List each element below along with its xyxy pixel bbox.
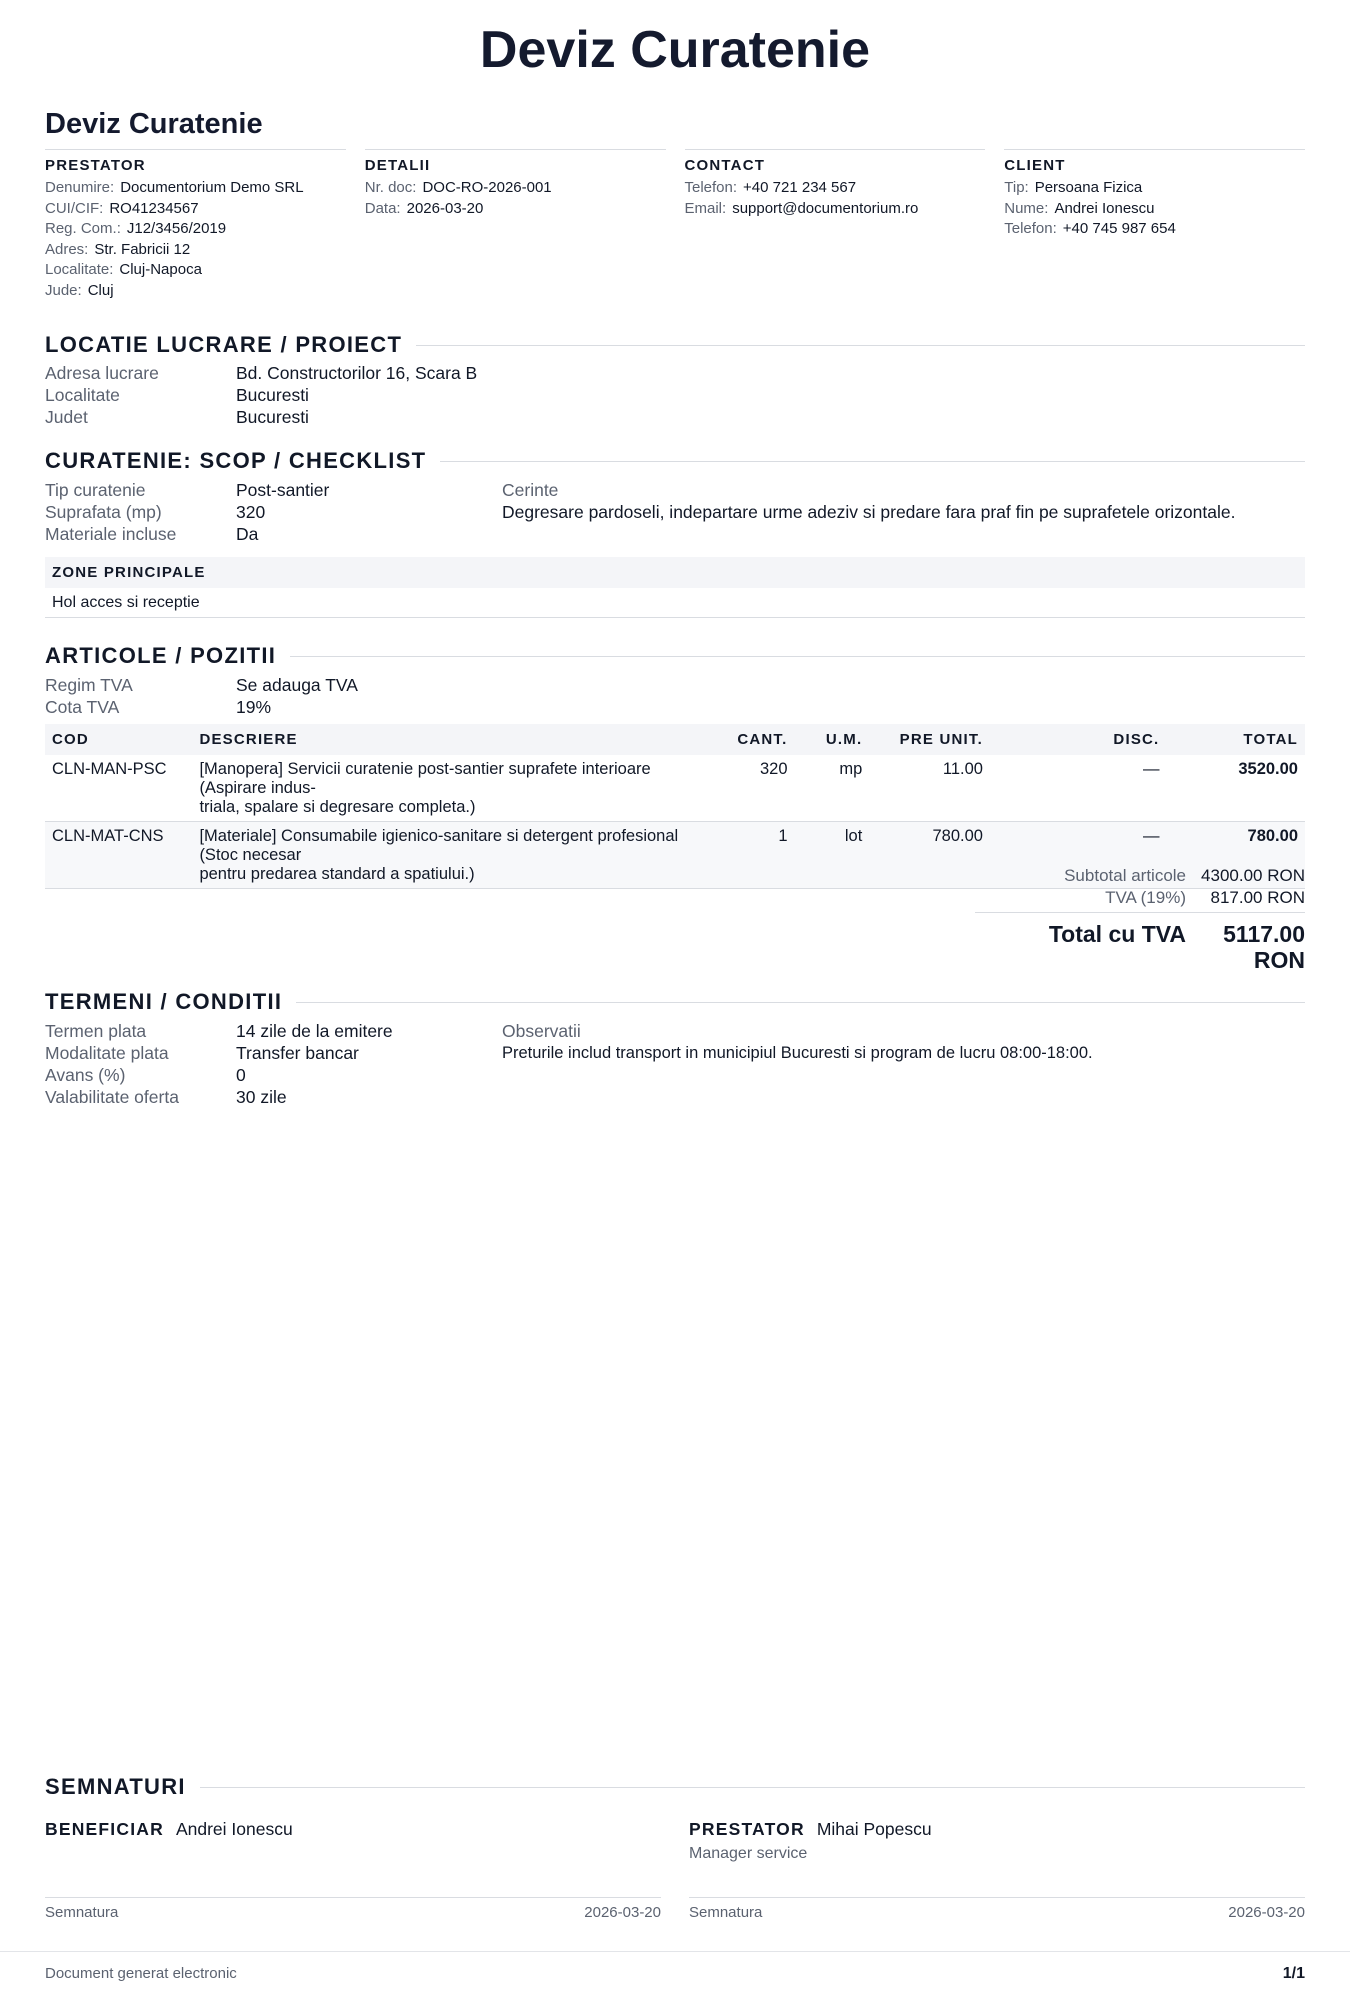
- requirements-value: Degresare pardoseli, indepartare urme adeziv si predare fara praf fin pe suprafetele orizontale.: [502, 502, 1236, 522]
- prestator-position: Manager service: [689, 1845, 808, 1862]
- observations-value: Preturile includ transport in municipiul Bucuresti si program de lucru 08:00-18:00.: [502, 1044, 1093, 1062]
- field-value: Andrei Ionescu: [1054, 199, 1155, 217]
- document-title: Deviz Curatenie: [479, 21, 871, 79]
- column-header-total: TOTAL: [1166, 724, 1305, 755]
- column-header-um: U.M.: [795, 724, 870, 755]
- work-city-row: [45, 384, 477, 406]
- footer-divider: [0, 1951, 1350, 1952]
- section-title: LOCATIE LUCRARE / PROIECT: [45, 332, 403, 357]
- field-label: Reg. Com.:: [45, 220, 121, 237]
- item-cod: CLN-MAT-CNS: [45, 822, 192, 889]
- divider: [200, 1787, 1305, 1788]
- field-value: Transfer bancar: [236, 1043, 359, 1063]
- item-total: 780.00: [1166, 822, 1305, 889]
- page-number: 1/1: [1282, 1965, 1305, 1982]
- payment-method-row: [45, 1042, 393, 1064]
- field-value: Str. Fabricii 12: [94, 240, 191, 258]
- column-header-cod: COD: [45, 724, 192, 755]
- field-label: Localitate:: [45, 261, 114, 278]
- subtotal-value: 4300.00 RON: [1201, 866, 1305, 885]
- field-label: Materiale incluse: [45, 524, 177, 544]
- field-value: Documentorium Demo SRL: [120, 179, 304, 196]
- item-disc: —: [1142, 760, 1160, 778]
- contact-email-row: [685, 199, 986, 220]
- field-label: Denumire:: [45, 179, 115, 196]
- vat-label: TVA (19%): [1105, 888, 1186, 907]
- zone-item: Hol acces si receptie: [45, 588, 1305, 618]
- field-label: Cota TVA: [45, 697, 120, 717]
- field-value: Cluj: [87, 281, 114, 299]
- advance-row: [45, 1064, 393, 1086]
- grand-total-currency: RON: [1253, 947, 1305, 973]
- party-grid: [45, 149, 1305, 301]
- table-header-row: [45, 724, 1305, 755]
- prestator-address-row: [45, 240, 346, 261]
- column-header-cant: CANT.: [713, 724, 795, 755]
- work-address-row: [45, 362, 477, 384]
- field-label: Nume:: [1004, 199, 1049, 217]
- doc-number-row: [365, 178, 666, 199]
- work-county-row: [45, 406, 477, 428]
- contact-heading: CONTACT: [684, 157, 766, 174]
- column-header-descriere: DESCRIERE: [192, 724, 713, 755]
- field-value: 14 zile de la emitere: [236, 1021, 393, 1041]
- column-header-disc: DISC.: [990, 724, 1166, 755]
- field-label: Avans (%): [45, 1065, 126, 1085]
- field-label: Valabilitate oferta: [45, 1087, 179, 1107]
- signature-date: 2026-03-20: [584, 1904, 661, 1921]
- item-pret: 780.00: [869, 822, 990, 889]
- footer-note: Document generat electronic: [45, 1965, 237, 1982]
- field-value: +40 721 234 567: [743, 179, 857, 196]
- location-fields: [45, 362, 477, 428]
- field-value: Da: [236, 524, 259, 544]
- scope-fields: [45, 479, 329, 545]
- client-heading: CLIENT: [1004, 157, 1066, 174]
- prestator-name-row: [45, 178, 346, 199]
- field-label: Regim TVA: [45, 675, 133, 695]
- doc-date-row: [365, 199, 666, 220]
- field-label: Adres:: [45, 240, 89, 258]
- vat-regime-row: [45, 674, 358, 696]
- field-value: Bd. Constructorilor 16, Scara B: [236, 363, 478, 383]
- table-row: [45, 755, 1305, 822]
- field-label: Telefon:: [1004, 220, 1057, 237]
- item-um: lot: [795, 822, 870, 889]
- payment-term-row: [45, 1020, 393, 1042]
- grand-total-amount: 5117.00: [1223, 921, 1305, 947]
- requirements-label: Cerinte: [502, 480, 559, 500]
- field-label: Tip curatenie: [45, 480, 146, 500]
- prestator-regcom-row: [45, 219, 346, 240]
- section-title: CURATENIE: SCOP / CHECKLIST: [45, 448, 427, 473]
- beneficiary-signature-footer: [45, 1904, 661, 1921]
- section-title: SEMNATURI: [45, 1774, 186, 1799]
- field-value: support@documentorium.ro: [732, 199, 919, 217]
- vat-rate-row: [45, 696, 358, 718]
- subtotal-row: [975, 865, 1305, 887]
- field-value: Bucuresti: [236, 407, 309, 427]
- field-value: Post-santier: [236, 480, 330, 500]
- grand-total-label: Total cu TVA: [1048, 921, 1186, 947]
- field-label: Termen plata: [45, 1021, 147, 1041]
- terms-fields: [45, 1020, 393, 1108]
- item-um: mp: [839, 760, 863, 778]
- item-disc: —: [990, 822, 1166, 889]
- item-descriere-line: pentru predarea standard a spatiului.): [199, 865, 475, 883]
- vat-row: [975, 887, 1305, 909]
- field-value: Bucuresti: [236, 385, 309, 405]
- field-label: Suprafata (mp): [45, 502, 162, 522]
- field-value: J12/3456/2019: [126, 220, 227, 237]
- field-label: Judet: [45, 407, 88, 427]
- document-subtitle: Deviz Curatenie: [45, 108, 263, 140]
- divider: [440, 461, 1305, 462]
- field-value: 2026-03-20: [406, 199, 484, 217]
- field-label: Data:: [364, 199, 401, 217]
- field-label: Email:: [684, 199, 727, 217]
- field-label: Adresa lucrare: [45, 363, 159, 383]
- scope-section-heading: [45, 448, 1305, 474]
- item-descriere-line: [Manopera] Servicii curatenie post-santier suprafete interioare (Aspirare indus-: [199, 760, 651, 797]
- signature-label: Semnatura: [45, 1904, 119, 1921]
- vat-fields: [45, 674, 358, 718]
- details-block: [365, 149, 666, 301]
- zones-table: [45, 557, 1305, 618]
- column-header-pret: PRE UNIT.: [869, 724, 990, 755]
- grand-total-value: [1186, 921, 1305, 973]
- prestator-role: PRESTATOR: [689, 1819, 805, 1839]
- prestator-block: [45, 149, 346, 301]
- grand-total-row: [975, 912, 1305, 973]
- prestator-cui-row: [45, 199, 346, 220]
- beneficiary-signature-block: [45, 1819, 661, 1840]
- prestator-name-line: [689, 1819, 1305, 1840]
- item-cant: 1: [713, 822, 795, 889]
- section-title: TERMENI / CONDITII: [45, 989, 283, 1014]
- field-label: Modalitate plata: [45, 1043, 169, 1063]
- field-value: Persoana Fizica: [1034, 179, 1143, 196]
- vat-value: 817.00 RON: [1210, 888, 1305, 907]
- contact-block: [685, 149, 986, 301]
- field-value: 19%: [236, 697, 272, 717]
- signatures-section-heading: [45, 1774, 1305, 1800]
- item-total: 3520.00: [1238, 760, 1298, 778]
- client-name-row: [1004, 199, 1305, 220]
- field-value: RO41234567: [109, 199, 199, 217]
- terms-section-heading: [45, 989, 1305, 1015]
- field-label: CUI/CIF:: [45, 199, 104, 217]
- divider: [296, 1002, 1305, 1003]
- prestator-heading: PRESTATOR: [45, 157, 146, 174]
- section-title: ARTICOLE / POZITII: [45, 643, 277, 668]
- item-cant: 320: [759, 760, 788, 778]
- location-section-heading: [45, 332, 1305, 358]
- divider: [416, 345, 1305, 346]
- details-heading: DETALII: [364, 157, 431, 174]
- zones-heading: ZONE PRINCIPALE: [45, 557, 1305, 588]
- field-value: 30 zile: [236, 1087, 287, 1107]
- prestator-signature-block: [689, 1819, 1305, 1863]
- item-descriere: [192, 755, 713, 822]
- requirements-note: [502, 479, 1302, 523]
- field-value: 0: [236, 1065, 246, 1085]
- articles-section-heading: [45, 643, 1305, 669]
- field-label: Nr. doc:: [364, 179, 417, 196]
- client-phone-row: [1004, 219, 1305, 240]
- subtotal-label: Subtotal articole: [1064, 866, 1186, 885]
- signature-label: Semnatura: [689, 1904, 763, 1921]
- item-descriere: [192, 822, 713, 889]
- contact-phone-row: [685, 178, 986, 199]
- cleaning-type-row: [45, 479, 329, 501]
- item-pret: 11.00: [942, 760, 983, 778]
- item-descriere-line: triala, spalare si degresare completa.): [199, 798, 476, 816]
- field-label: Tip:: [1004, 179, 1029, 196]
- field-value: DOC-RO-2026-001: [422, 179, 552, 196]
- document-page: [45, 0, 1305, 2000]
- observations-label: Observatii: [502, 1021, 581, 1041]
- prestator-signature-line: [689, 1897, 1305, 1898]
- beneficiary-signature-line: [45, 1897, 661, 1898]
- field-label: Localitate: [45, 385, 120, 405]
- materials-row: [45, 523, 329, 545]
- client-type-row: [1004, 178, 1305, 199]
- field-value: Se adauga TVA: [236, 675, 358, 695]
- prestator-county-row: [45, 281, 346, 302]
- item-descriere-line: [Materiale] Consumabile igienico-sanitare si detergent profesional (Stoc necesar: [199, 827, 679, 864]
- prestator-name: Mihai Popescu: [816, 1819, 932, 1839]
- field-label: Jude:: [45, 281, 82, 299]
- validity-row: [45, 1086, 393, 1108]
- field-value: 320: [236, 502, 266, 522]
- surface-row: [45, 501, 329, 523]
- field-value: +40 745 987 654: [1062, 220, 1176, 237]
- signature-date: 2026-03-20: [1228, 1904, 1305, 1921]
- beneficiary-name: Andrei Ionescu: [175, 1819, 293, 1839]
- client-block: [1004, 149, 1305, 301]
- beneficiary-role: BENEFICIAR: [45, 1819, 164, 1839]
- field-value: Cluj-Napoca: [119, 261, 202, 278]
- item-cod: CLN-MAN-PSC: [52, 760, 167, 778]
- prestator-city-row: [45, 260, 346, 281]
- totals-block: [975, 865, 1305, 909]
- beneficiary-name-line: [45, 1819, 661, 1840]
- prestator-signature-footer: [689, 1904, 1305, 1921]
- divider: [290, 656, 1305, 657]
- field-label: Telefon:: [684, 179, 738, 196]
- observations-note: [502, 1020, 1302, 1064]
